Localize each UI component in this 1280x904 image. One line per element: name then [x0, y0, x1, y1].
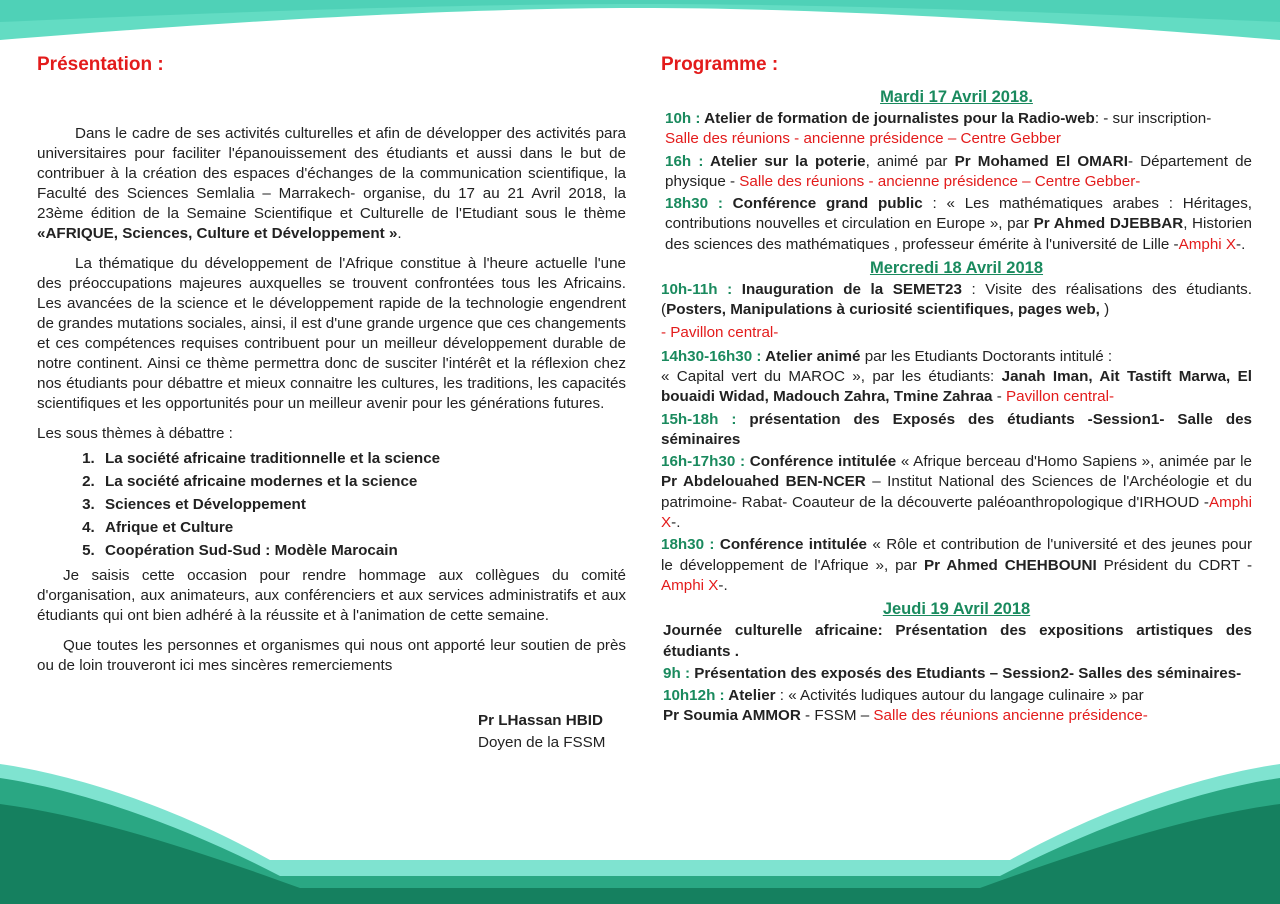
- thanks-paragraph: Que toutes les personnes et organismes qui nous ont apporté leur soutien de près ou de loin trouveront ici mes sincères remerciements: [37, 637, 626, 674]
- subtheme-item: 1. La société africaine traditionnelle et la science: [99, 447, 626, 470]
- programme-heading: Programme :: [661, 54, 779, 75]
- programme-column: [661, 50, 1252, 729]
- programme-item: 10h-11h : Inauguration de la SEMET23 : Visite des réalisations des étudiants.(Posters, Manipulations à curiosité scientifiques, pages web, ) - Pavillon central-: [661, 281, 1252, 341]
- signature-role: Doyen de la FSSM: [478, 734, 606, 751]
- programme-item: 18h30 : Conférence grand public : « Les mathématiques arabes : Héritages, contributions nouvelles et circulation en Europe », par Pr Ahmed DJEBBAR, Historien des sciences des mathématiques , professeur émérite à l'université de Lille -Amphi X-.: [665, 195, 1253, 253]
- programme-item: 16h-17h30 : Conférence intitulée « Afrique berceau d'Homo Sapiens », animée par le Pr Abdelouahed BEN-NCER – Institut National des Sciences de l'Archéologie et du patrimoine- Rabat- Coauteur de la découverte paléoanthropologique d'IRHOUD -Amphi X-.: [661, 453, 1253, 532]
- presentation-heading: Présentation :: [37, 54, 164, 75]
- bottom-decorative-band: [0, 764, 1280, 904]
- day-heading-tuesday: Mardi 17 Avril 2018.: [880, 88, 1033, 106]
- subtheme-item: 2. La société africaine modernes et la science: [99, 470, 626, 493]
- location-text: Amphi X: [661, 493, 1252, 532]
- top-decorative-band: [0, 0, 1280, 40]
- location-text: Amphi X: [661, 576, 719, 594]
- location-text: - Pavillon central-: [661, 323, 779, 341]
- signature-name: Pr LHassan HBID: [478, 712, 603, 729]
- subtheme-item: 3. Sciences et Développement: [99, 493, 626, 516]
- theme-paragraph: La thématique du développement de l'Afrique constitue à l'heure actuelle l'une des préoccupations majeures auxquelles se trouvent confrontées tous les Africains. Les avancées de la science et le développement rapide de la technologie engendrent de grandes mutations sociales, ainsi, il est d'une grande urgence que ces changements et ces compétences requises contribuent pour un meilleur développement durable de notre continent. Ainsi ce thème permettra donc de susciter l'intérêt et la réflexion chez nos étudiants pour débattre et mieux connaitre les cultures, les traditions, les capacités scientifiques et les opportunités pour un meilleur avenir pour les générations futures.: [37, 255, 626, 412]
- subtheme-item: 4. Afrique et Culture: [99, 516, 626, 539]
- subthemes-intro: Les sous thèmes à débattre :: [37, 425, 233, 442]
- location-text: Salle des réunions ancienne présidence-: [873, 707, 1148, 725]
- event-theme: «AFRIQUE, Sciences, Culture et Développement »: [37, 225, 398, 242]
- signature-block: [478, 710, 626, 754]
- acknowledgement-paragraph: Je saisis cette occasion pour rendre hommage aux collègues du comité d'organisation, aux animateurs, aux conférenciers et aux services administratifs et aux étudiants qui ont bien adhéré à la réussite et à l'animation de cette semaine.: [37, 567, 626, 624]
- programme-item: Journée culturelle africaine: Présentation des expositions artistiques des étudiants .: [663, 622, 1252, 660]
- programme-item: 16h : Atelier sur la poterie, animé par Pr Mohamed El OMARI- Département de physique - Salle des réunions - ancienne présidence – Centre Gebber-: [665, 152, 1252, 190]
- subthemes-list: [37, 447, 626, 562]
- presentation-column: [37, 50, 626, 754]
- location-text: Salle des réunions - ancienne présidence – Centre Gebber-: [739, 172, 1141, 190]
- location-text: Pavillon central-: [1006, 388, 1115, 406]
- location-text: Salle des réunions - ancienne présidence – Centre Gebber: [665, 130, 1061, 148]
- subtheme-item: 5. Coopération Sud-Sud : Modèle Marocain: [99, 539, 626, 562]
- intro-text: Dans le cadre de ses activités culturelles et afin de développer des activités para universitaires pour faciliter l'épanouissement des étudiants et aussi dans le but de contribuer à la création des espaces d'échanges de la communication scientifique, la Faculté des Sciences Semlalia – Marrakech- organise, du 17 au 21 Avril 2018, la 23ème édition de la Semaine Scientifique et Culturelle de l'Etudiant sous le thème: [37, 125, 626, 222]
- programme-item: 10h : Atelier de formation de journalistes pour la Radio-web: - sur inscription- Salle des réunions - ancienne présidence – Centre Gebber: [665, 110, 1212, 148]
- intro-paragraph: [37, 124, 626, 244]
- day-heading-wednesday: Mercredi 18 Avril 2018: [869, 259, 1044, 278]
- programme-item: 15h-18h : présentation des Exposés des étudiants -Session1- Salle des séminaires: [661, 410, 1252, 448]
- programme-item: 10h12h : Atelier : « Activités ludiques autour du langage culinaire » par Pr Soumia AMMOR - FSSM – Salle des réunions ancienne présidence-: [663, 687, 1148, 725]
- day-heading-thursday: Jeudi 19 Avril 2018: [882, 600, 1031, 619]
- programme-item: 9h : Présentation des exposés des Etudiants – Session2- Salles des séminaires-: [663, 664, 1242, 682]
- programme-item: 14h30-16h30 : Atelier animé par les Etudiants Doctorants intitulé : « Capital vert du MAROC », par les étudiants: Janah Iman, Ait Tastift Marwa, El bouaidi Widad, Madouch Zahra, Tmine Zahraa - Pavillon central-: [661, 347, 1252, 406]
- programme-item: 18h30 : Conférence intitulée « Rôle et contribution de l'université et des jeunes pour le développement de l'Afrique », par Pr Ahmed CHEHBOUNI Président du CDRT -Amphi X-.: [661, 536, 1253, 594]
- intro-end: .: [397, 225, 402, 242]
- location-text: Amphi X: [1178, 235, 1237, 253]
